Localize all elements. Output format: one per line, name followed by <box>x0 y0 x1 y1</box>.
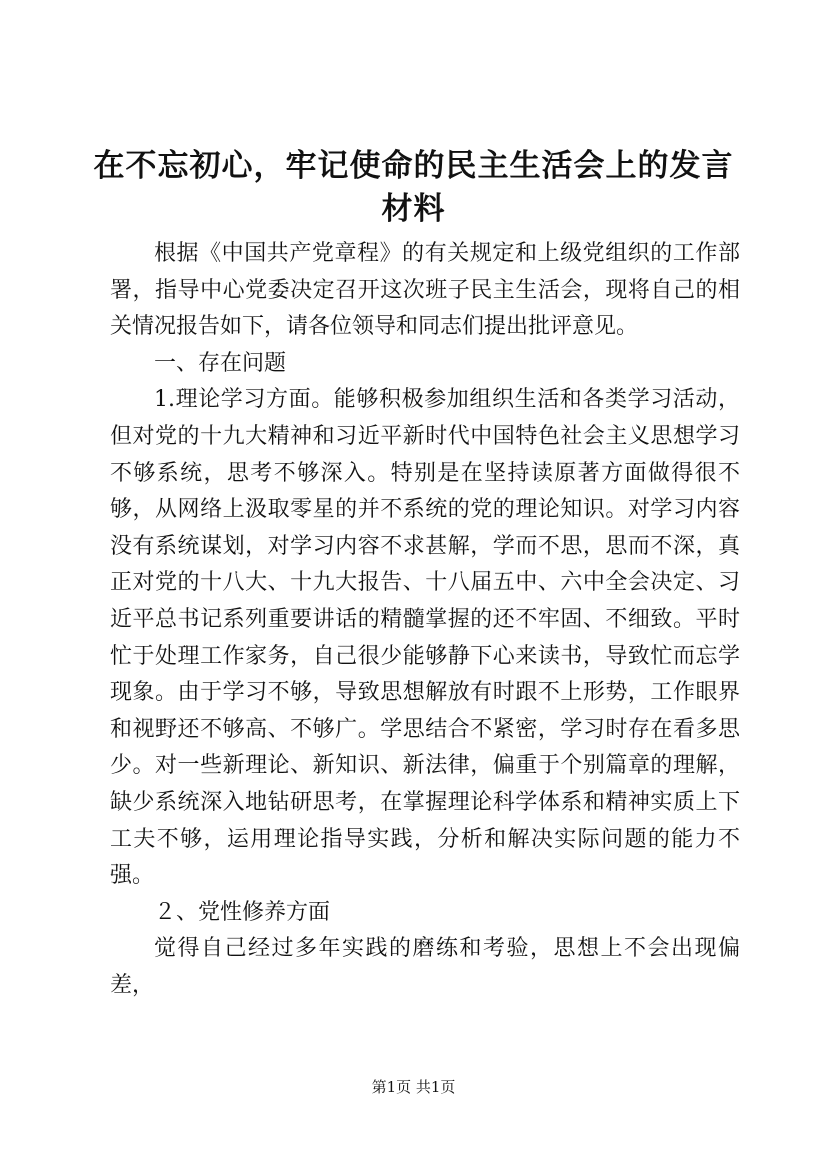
party-spirit-paragraph: 觉得自己经过多年实践的磨练和考验，思想上不会出现偏差， <box>110 936 740 998</box>
document-title-line-1: 在不忘初心，牢记使命的民主生活会上的发言 <box>93 148 734 184</box>
theory-study-paragraph: 1.理论学习方面。能够积极参加组织生活和各类学习活动，但对党的十九大精神和习近平新时代中国特色社会主义思想学习不够系统，思考不够深入。特别是在坚持读原著方面做得很不够，从网络上汲取零星的并不系统的党的理论知识。对学习内容没有系统谋划，对学习内容不求甚解，学而不思，思而不深，真正对党的十八大、十九大报告、十八届五中、六中全会决定、习近平总书记系列重要讲话的精髓掌握的还不牢固、不细致。平时忙于处理工作家务，自己很少能够静下心来读书，导致忙而忘学现象。由于学习不够，导致思想解放有时跟不上形势，工作眼界和视野还不够高、不够广。学思结合不紧密，学习时存在看多思少。对一些新理论、新知识、新法律，偏重于个别篇章的理解，缺少系统深入地钻研思考，在掌握理论科学体系和精神实质上下工夫不够，运用理论指导实践，分析和解决实际问题的能力不强。 <box>110 387 740 889</box>
page-footer: 第1页 共1页 <box>371 1078 456 1096</box>
document-title-line-2: 材料 <box>381 191 446 227</box>
document-body <box>110 236 740 1004</box>
subsection-heading-party-spirit: ２、党性修养方面 <box>154 899 331 925</box>
intro-paragraph: 根据《中国共产党章程》的有关规定和上级党组织的工作部署，指导中心党委决定召开这次班子民主生活会，现将自己的相关情况报告如下，请各位领导和同志们提出批评意见。 <box>110 241 740 340</box>
section-heading-problems: 一、存在问题 <box>154 350 287 376</box>
